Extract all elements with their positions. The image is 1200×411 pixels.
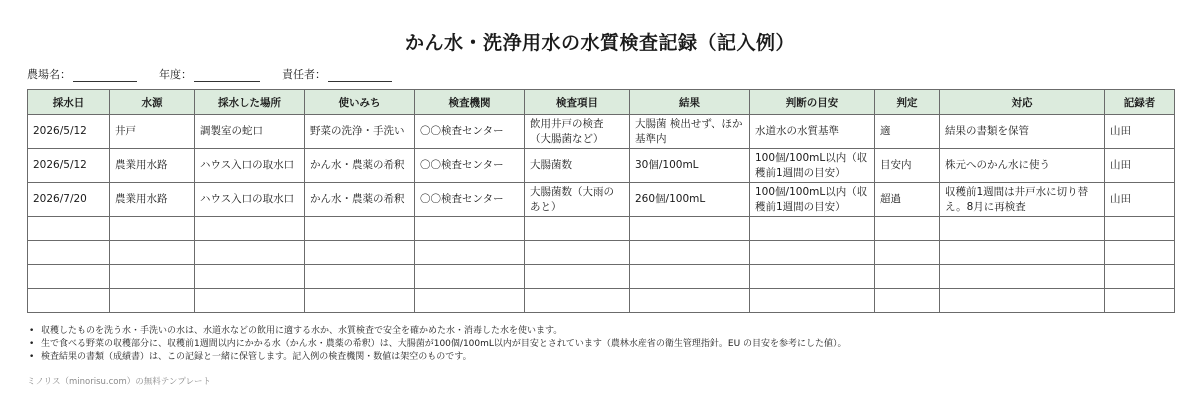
table-row <box>28 183 1175 217</box>
empty-cell[interactable] <box>110 289 195 313</box>
empty-cell[interactable] <box>110 241 195 265</box>
farm-name-value[interactable] <box>73 70 137 82</box>
header-action: 対応 <box>940 90 1105 115</box>
empty-cell[interactable] <box>305 217 415 241</box>
note-item: • 収穫したものを洗う水・手洗いの水は、水道水などの飲用に適する水か、水質検査で安全を確かめた水・消毒した水を使います。 <box>27 325 847 338</box>
empty-cell[interactable] <box>525 217 630 241</box>
cell-judgment[interactable]: 超過 <box>875 183 940 217</box>
farm-name-field[interactable] <box>27 66 137 82</box>
cell-result[interactable]: 大腸菌 検出せず、ほか基準内 <box>630 115 750 149</box>
empty-cell[interactable] <box>415 217 525 241</box>
header-judgment: 判定 <box>875 90 940 115</box>
header-sampling-location: 採水した場所 <box>195 90 305 115</box>
farm-name-label: 農場名： <box>27 68 71 81</box>
cell-recorder[interactable]: 山田 <box>1105 115 1175 149</box>
empty-cell[interactable] <box>305 241 415 265</box>
cell-water-source[interactable]: 農業用水路 <box>110 149 195 183</box>
cell-recorder[interactable]: 山田 <box>1105 183 1175 217</box>
empty-cell[interactable] <box>110 217 195 241</box>
year-label: 年度： <box>159 68 192 81</box>
empty-cell[interactable] <box>750 241 875 265</box>
cell-usage[interactable]: 野菜の洗浄・手洗い <box>305 115 415 149</box>
cell-recorder[interactable]: 山田 <box>1105 149 1175 183</box>
empty-cell[interactable] <box>28 241 110 265</box>
empty-cell[interactable] <box>305 289 415 313</box>
empty-cell[interactable] <box>28 217 110 241</box>
empty-cell[interactable] <box>750 289 875 313</box>
cell-criteria[interactable]: 100個/100mL以内（収穫前1週間の目安） <box>750 183 875 217</box>
empty-cell[interactable] <box>630 265 750 289</box>
empty-cell[interactable] <box>630 241 750 265</box>
year-field[interactable] <box>159 66 260 82</box>
cell-sampling-location[interactable]: ハウス入口の取水口 <box>195 149 305 183</box>
cell-water-source[interactable]: 農業用水路 <box>110 183 195 217</box>
cell-sampling-date[interactable]: 2026/5/12 <box>28 149 110 183</box>
cell-criteria[interactable]: 水道水の水質基準 <box>750 115 875 149</box>
empty-cell[interactable] <box>28 289 110 313</box>
empty-cell[interactable] <box>875 289 940 313</box>
cell-result[interactable]: 30個/100mL <box>630 149 750 183</box>
empty-cell[interactable] <box>875 217 940 241</box>
cell-criteria[interactable]: 100個/100mL以内（収穫前1週間の目安） <box>750 149 875 183</box>
document-title: かん水・洗浄用水の水質検査記録（記入例） <box>404 32 795 54</box>
cell-sampling-date[interactable]: 2026/7/20 <box>28 183 110 217</box>
header-water-source: 水源 <box>110 90 195 115</box>
cell-usage[interactable]: かん水・農薬の希釈 <box>305 183 415 217</box>
empty-cell[interactable] <box>415 241 525 265</box>
empty-cell[interactable] <box>110 265 195 289</box>
header-result: 結果 <box>630 90 750 115</box>
empty-cell[interactable] <box>940 241 1105 265</box>
empty-cell[interactable] <box>1105 241 1175 265</box>
water-quality-table <box>27 89 1175 313</box>
cell-action[interactable]: 収穫前1週間は井戸水に切り替え。8月に再検査 <box>940 183 1105 217</box>
empty-cell[interactable] <box>195 241 305 265</box>
header-sampling-date: 採水日 <box>28 90 110 115</box>
header-usage: 使いみち <box>305 90 415 115</box>
empty-cell[interactable] <box>750 265 875 289</box>
cell-action[interactable]: 株元へのかん水に使う <box>940 149 1105 183</box>
empty-cell[interactable] <box>630 289 750 313</box>
cell-lab[interactable]: 〇〇検査センター <box>415 183 525 217</box>
empty-cell[interactable] <box>415 289 525 313</box>
empty-cell[interactable] <box>195 265 305 289</box>
empty-cell[interactable] <box>630 217 750 241</box>
note-item: • 生で食べる野菜の収穫部分に、収穫前1週間以内にかかる水（かん水・農薬の希釈）は、大腸菌が100個/100mL以内が目安とされています（農林水産省の衛生管理指針。EU の目安を参考にした値）。 <box>27 338 847 351</box>
table-row <box>28 149 1175 183</box>
empty-cell[interactable] <box>1105 217 1175 241</box>
notes-section <box>27 325 847 364</box>
empty-cell[interactable] <box>525 265 630 289</box>
empty-cell[interactable] <box>875 241 940 265</box>
empty-cell[interactable] <box>195 289 305 313</box>
cell-water-source[interactable]: 井戸 <box>110 115 195 149</box>
cell-sampling-location[interactable]: ハウス入口の取水口 <box>195 183 305 217</box>
cell-lab[interactable]: 〇〇検査センター <box>415 115 525 149</box>
cell-sampling-location[interactable]: 調製室の蛇口 <box>195 115 305 149</box>
cell-judgment[interactable]: 適 <box>875 115 940 149</box>
empty-table-row <box>28 265 1175 289</box>
empty-cell[interactable] <box>940 289 1105 313</box>
header-test-item: 検査項目 <box>525 90 630 115</box>
empty-cell[interactable] <box>415 265 525 289</box>
cell-action[interactable]: 結果の書類を保管 <box>940 115 1105 149</box>
empty-cell[interactable] <box>940 265 1105 289</box>
manager-value[interactable] <box>328 70 392 82</box>
cell-lab[interactable]: 〇〇検査センター <box>415 149 525 183</box>
empty-cell[interactable] <box>195 217 305 241</box>
year-value[interactable] <box>194 70 260 82</box>
cell-judgment[interactable]: 目安内 <box>875 149 940 183</box>
empty-table-row <box>28 217 1175 241</box>
empty-cell[interactable] <box>525 241 630 265</box>
manager-label: 責任者： <box>282 68 326 81</box>
empty-cell[interactable] <box>750 217 875 241</box>
empty-cell[interactable] <box>28 265 110 289</box>
header-lab: 検査機関 <box>415 90 525 115</box>
cell-result[interactable]: 260個/100mL <box>630 183 750 217</box>
table-row <box>28 115 1175 149</box>
cell-test-item[interactable]: 飲用井戸の検査（大腸菌など） <box>525 115 630 149</box>
cell-sampling-date[interactable]: 2026/5/12 <box>28 115 110 149</box>
empty-table-row <box>28 289 1175 313</box>
table-header-row <box>28 90 1175 115</box>
header-fields <box>27 66 414 82</box>
empty-cell[interactable] <box>875 265 940 289</box>
header-criteria: 判断の目安 <box>750 90 875 115</box>
cell-usage[interactable]: かん水・農薬の希釈 <box>305 149 415 183</box>
empty-cell[interactable] <box>525 289 630 313</box>
empty-cell[interactable] <box>305 265 415 289</box>
empty-table-row <box>28 241 1175 265</box>
cell-test-item[interactable]: 大腸菌数 <box>525 149 630 183</box>
empty-cell[interactable] <box>940 217 1105 241</box>
header-recorder: 記録者 <box>1105 90 1175 115</box>
footer-credit: ミノリス（minorisu.com）の無料テンプレート <box>27 377 211 387</box>
empty-cell[interactable] <box>1105 265 1175 289</box>
cell-test-item[interactable]: 大腸菌数（大雨のあと） <box>525 183 630 217</box>
manager-field[interactable] <box>282 66 392 82</box>
note-item: • 検査結果の書類（成績書）は、この記録と一緒に保管します。記入例の検査機関・数値は架空のものです。 <box>27 351 847 364</box>
empty-cell[interactable] <box>1105 289 1175 313</box>
